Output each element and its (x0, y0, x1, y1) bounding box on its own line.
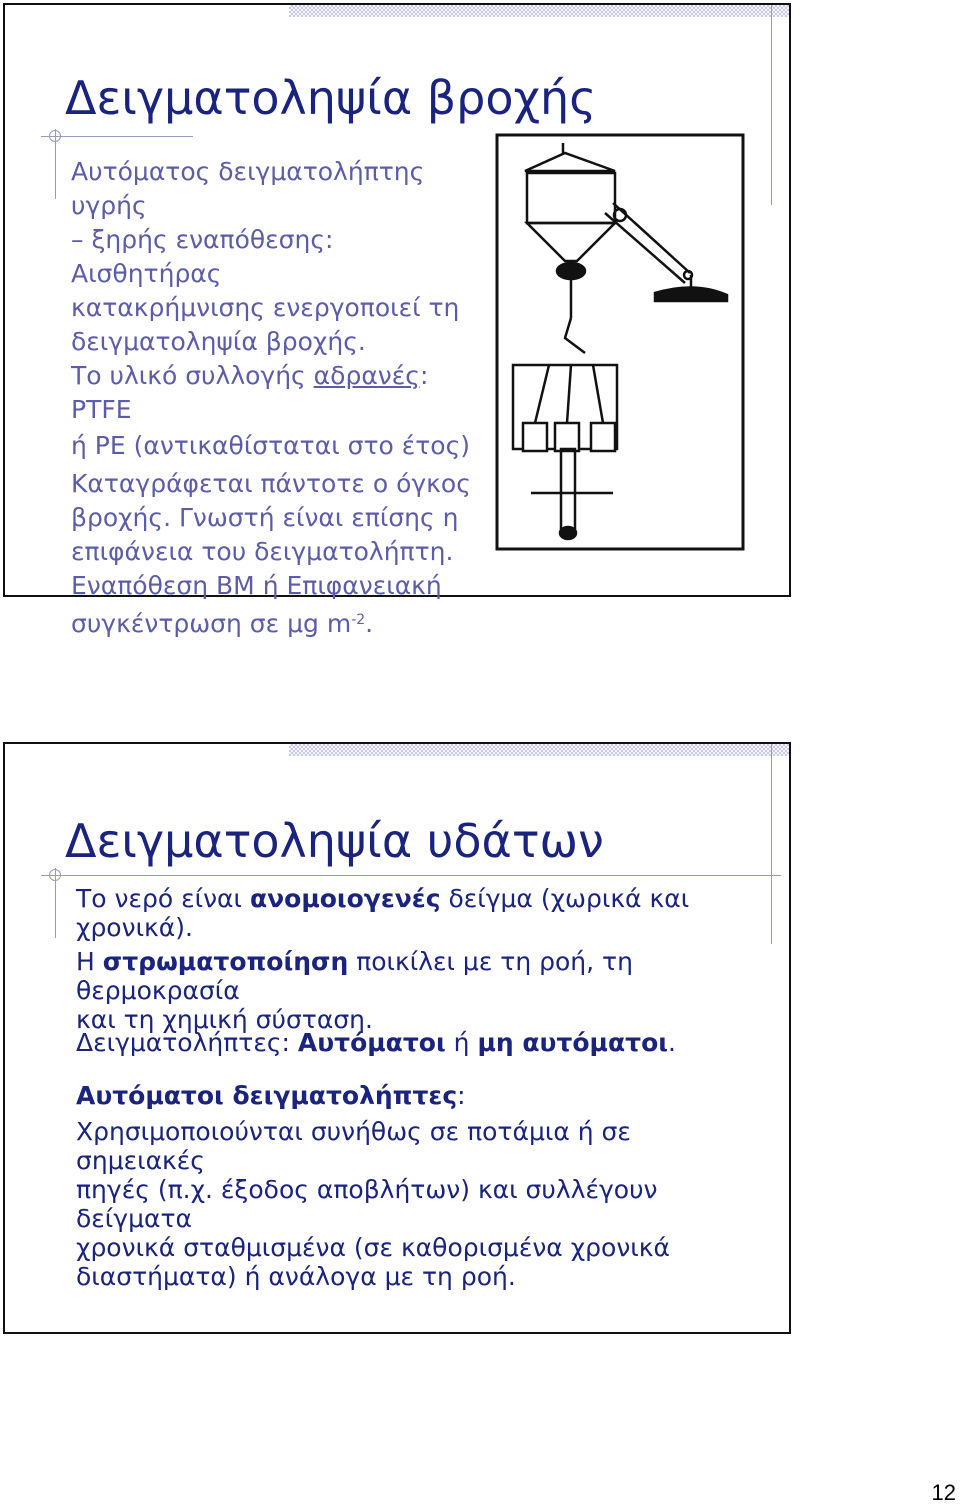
paragraph-sampler (71, 155, 491, 359)
text-line: ή PE (αντικαθίσταται στο έτος) (71, 431, 471, 460)
text-span: συγκέντρωση σε μg m (71, 609, 352, 638)
bold-term: Αυτόματοι δειγματολήπτες (76, 1081, 458, 1110)
text-line: επιφάνεια του δειγματολήπτη. (71, 537, 454, 566)
text-span: : (457, 1081, 466, 1110)
slide-rain-sampling (3, 3, 791, 638)
paragraph-sampler-types (76, 1028, 756, 1057)
decorative-title-underline (41, 136, 193, 137)
text-line (76, 884, 756, 913)
slide-title: Δειγματοληψία βροχής (65, 71, 597, 125)
text-line: – ξηρής εναπόθεσης: Αισθητήρας (71, 225, 334, 288)
text-span: ή (445, 1028, 478, 1057)
text-span: δείγμα (χωρικά και (440, 884, 690, 913)
paragraph-stratification (76, 947, 756, 1034)
decorative-circle-icon (49, 130, 61, 142)
slide-body (71, 155, 491, 641)
text-line (76, 947, 756, 1005)
decorative-circle-icon (49, 869, 61, 881)
superscript: -2 (351, 612, 366, 628)
decorative-vertical-line (771, 744, 772, 944)
text-line: Εναπόθεση ΒΜ ή Επιφανειακή (71, 571, 442, 600)
text-line: χρονικά σταθμισμένα (σε καθορισμένα χρονικά (76, 1233, 670, 1262)
paragraph-material (71, 359, 491, 463)
paragraph-heterogeneous (76, 884, 756, 942)
text-line: Χρησιμοποιούνται συνήθως σε ποτάμια ή σε σημειακές (76, 1117, 631, 1175)
bold-term: ανομοιογενές (249, 884, 441, 913)
bold-term: Αυτόματοι (297, 1028, 446, 1057)
text-line: Καταγράφεται πάντοτε ο όγκος (71, 469, 471, 498)
text-line: δειγματοληψία βροχής. (71, 327, 366, 356)
bold-term: μη αυτόματοι (477, 1028, 668, 1057)
text-line: και τη χημική σύσταση. (76, 1005, 373, 1034)
text-line: κατακρήμνισης ενεργοποιεί τη (71, 293, 460, 322)
text-span: . (365, 609, 374, 638)
rain-sampler-diagram (495, 133, 747, 553)
text-line: βροχής. Γνωστή είναι επίσης η (71, 503, 459, 532)
decorative-checker-band (289, 744, 789, 756)
decorative-checker-band (289, 5, 789, 17)
text-line (76, 1028, 756, 1057)
text-line (71, 359, 491, 427)
text-span: Δειγματολήπτες: (76, 1028, 298, 1057)
text-span: Η (76, 947, 103, 976)
paragraph-automatic-description (76, 1117, 756, 1291)
slide-title: Δειγματοληψία υδάτων (65, 814, 604, 868)
bold-term: στρωματοποίηση (102, 947, 349, 976)
text-span: ποικίλει με τη ροή, τη θερμοκρασία (76, 947, 633, 1005)
decorative-title-underline (41, 875, 781, 876)
text-span: Το νερό είναι (76, 884, 250, 913)
text-span: Το υλικό συλλογής (71, 361, 314, 390)
underlined-term: αδρανές (313, 361, 420, 390)
text-line: πηγές (π.χ. έξοδος αποβλήτων) και συλλέγουν δείγματα (76, 1175, 658, 1233)
page-number: 12 (931, 1480, 956, 1505)
text-line: χρονικά). (76, 913, 193, 942)
text-span: : PTFE (71, 361, 429, 424)
text-line (76, 1081, 756, 1110)
paragraph-volume (71, 467, 491, 641)
text-line: Αυτόματος δειγματολήπτης υγρής (71, 157, 425, 220)
decorative-vertical-line (771, 5, 772, 205)
slide-water-sampling (3, 742, 791, 1334)
text-line: διαστήματα) ή ανάλογα με τη ροή. (76, 1262, 516, 1291)
paragraph-automatic-heading (76, 1081, 756, 1110)
text-line (71, 603, 491, 641)
text-span: . (668, 1028, 676, 1057)
